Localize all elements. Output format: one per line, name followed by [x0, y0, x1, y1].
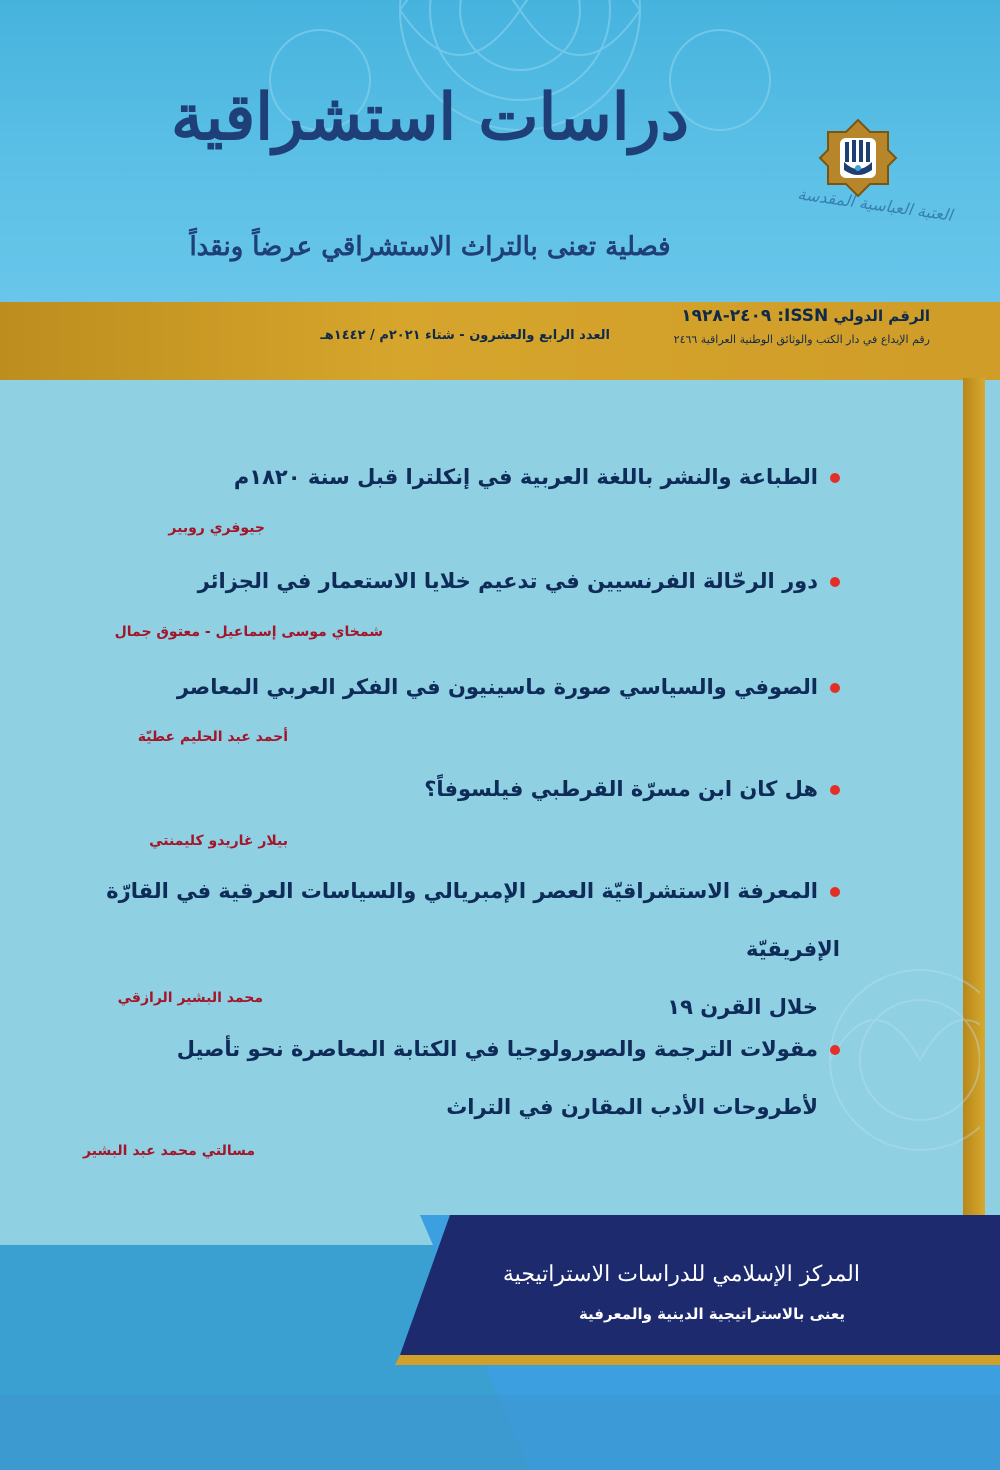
issn-label: الرقم الدولي — [833, 307, 930, 325]
article-author: بيلار غاريدو كليمنتي — [149, 833, 288, 849]
article-title — [80, 862, 840, 978]
article-title-line2: لأطروحات الأدب المقارن في التراث — [446, 1095, 818, 1119]
journal-subtitle: فصلية تعنى بالتراث الاستشراقي عرضاً ونقداً — [189, 232, 671, 262]
issn-value: ISSN: ٢٤٠٩-١٩٢٨ — [681, 306, 829, 326]
article-author: شمخاي موسى إسماعيل - معتوق جمال — [114, 624, 383, 640]
article-title-text: مقولات الترجمة والصورولوجيا في الكتابة المعاصرة نحو تأصيل — [176, 1037, 818, 1061]
list-item[interactable] — [80, 658, 840, 716]
article-author: مسالتي محمد عبد البشير — [83, 1143, 255, 1159]
list-item[interactable] — [80, 448, 840, 506]
article-author: محمد البشير الرازقي — [117, 990, 263, 1006]
journal-title: دراسات استشراقية — [171, 80, 689, 155]
publisher-name: المركز الإسلامي للدراسات الاستراتيجية — [502, 1262, 860, 1287]
article-author: أحمد عبد الحليم عطيّة — [137, 729, 288, 745]
article-title-text: هل كان ابن مسرّة القرطبي فيلسوفاً؟ — [424, 777, 818, 801]
issue-info: العدد الرابع والعشرون - شتاء ٢٠٢١م / ١٤٤٢هـ — [320, 328, 610, 343]
issn-row — [620, 306, 930, 326]
list-item[interactable] — [80, 552, 840, 610]
article-title — [80, 760, 840, 818]
list-item[interactable] — [80, 862, 840, 1036]
bullet-icon — [830, 785, 840, 795]
list-item[interactable] — [80, 1020, 840, 1136]
article-title-text: دور الرحّالة الفرنسيين في تدعيم خلايا الاستعمار في الجزائر — [197, 569, 818, 593]
article-title — [80, 1020, 840, 1078]
cover-header — [0, 0, 1000, 302]
article-title-text: الصوفي والسياسي صورة ماسينيون في الفكر العربي المعاصر — [176, 675, 818, 699]
article-author: جيوفري روبير — [168, 520, 265, 536]
article-title — [80, 552, 840, 610]
legal-deposit: رقم الإيداع في دار الكتب والوثائق الوطنية العراقية ٢٤٦٦ — [673, 333, 930, 346]
publisher-tagline: يعنى بالاستراتيجية الدينية والمعرفية — [578, 1305, 845, 1323]
article-title-text: الطباعة والنشر باللغة العربية في إنكلترا قبل سنة ١٨٢٠م — [233, 465, 818, 489]
article-title — [80, 658, 840, 716]
logo-caption-text: العتبة العباسية المقدسة — [796, 184, 954, 225]
bullet-icon — [830, 473, 840, 483]
article-title — [80, 448, 840, 506]
logo-caption — [760, 185, 990, 245]
list-item[interactable] — [80, 760, 840, 818]
bullet-icon — [830, 577, 840, 587]
publisher-footer — [0, 1215, 1000, 1470]
bullet-icon — [830, 887, 840, 897]
bullet-icon — [830, 1045, 840, 1055]
bullet-icon — [830, 683, 840, 693]
article-title-line2: خلال القرن ١٩ — [667, 995, 818, 1019]
article-title-text: المعرفة الاستشراقيّة العصر الإمبريالي والسياسات العرقية في القارّة الإفريقيّة — [106, 879, 840, 961]
